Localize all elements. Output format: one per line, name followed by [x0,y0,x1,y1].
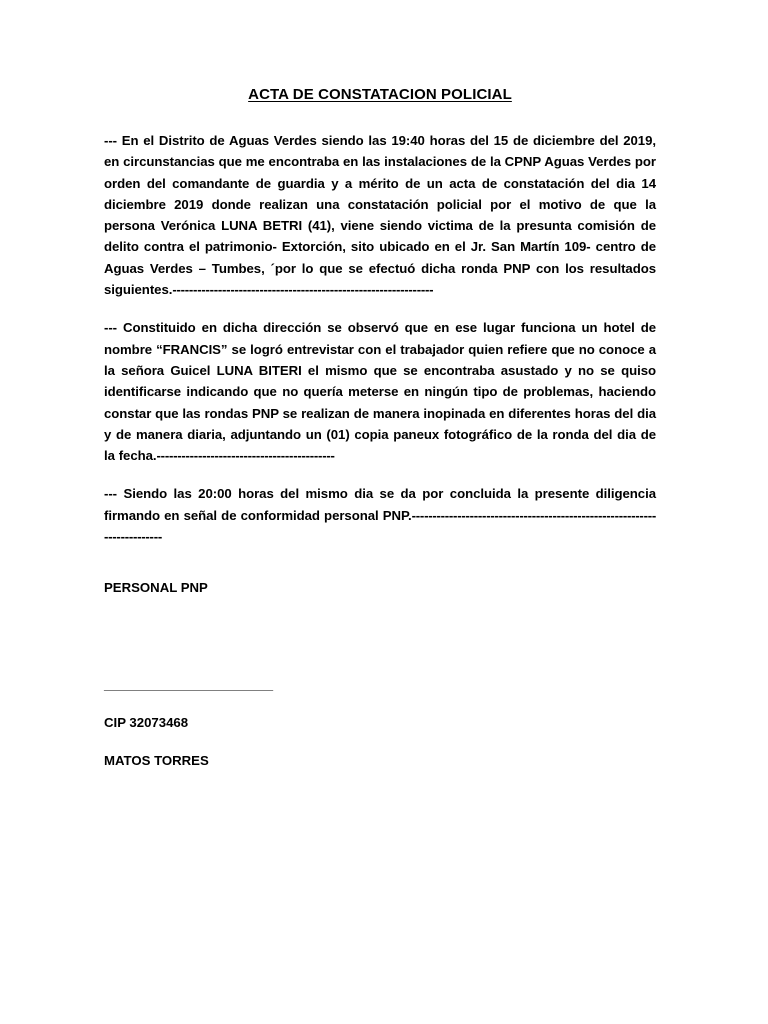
signature-name: MATOS TORRES [104,753,209,769]
signature-heading: PERSONAL PNP [104,580,208,596]
paragraph-1 [104,130,656,300]
paragraph-3-trailing-dashes: ------------------------------------------------------------------------- [104,507,656,545]
paragraph-3 [104,483,656,547]
page-title [104,0,656,105]
signature-cip: CIP 32073468 [104,714,189,730]
paragraph-1-trailing-dashes: --------------------------------------------------------------- [172,282,434,298]
paragraph-3-text: --- Siendo las 20:00 horas del mismo dia se da por concluida la presente diligencia firmando en señal de conformidad personal PNP. [104,486,656,523]
document-body [104,0,656,772]
signature-block [104,577,656,771]
paragraph-2-trailing-dashes: ------------------------------------------- [156,448,335,464]
page-title-text: ACTA DE CONSTATACION POLICIAL [248,86,512,103]
paragraph-2-text: --- Constituido en dicha dirección se observó que en ese lugar funciona un hotel de nombre “FRANCIS” se logró entrevistar con el trabajador quien refiere que no conoce a la señora Guicel LUNA BITERI el mismo que se encontraba asustado y no se quiso identificarse indicando que no quería meterse en ningún tipo de problemas, haciendo constar que las rondas PNP se realizan de manera inopinada en diferentes horas del dia y de manera diaria, adjuntando un (01) copia paneux fotográfico de la ronda del dia de la fecha. [104,320,656,464]
signature-line: ________________________ [104,676,273,692]
paragraph-2 [104,317,656,466]
paragraph-1-text: --- En el Distrito de Aguas Verdes siendo las 19:40 horas del 15 de diciembre del 2019, en circunstancias que me encontraba en las instalaciones de la CPNP Aguas Verdes por orden del comandante de guardia y a mérito de un acta de constatación del dia 14 diciembre 2019 donde realizan una constatación policial por el motivo de que la persona Verónica LUNA BETRI (41), viene siendo victima de la presunta comisión de delito contra el patrimonio- Extorción, sito ubicado en el Jr. San Martín 109- centro de Aguas Verdes – Tumbes, ´por lo que se efectuó dicha ronda PNP con los resultados siguientes. [104,133,656,298]
